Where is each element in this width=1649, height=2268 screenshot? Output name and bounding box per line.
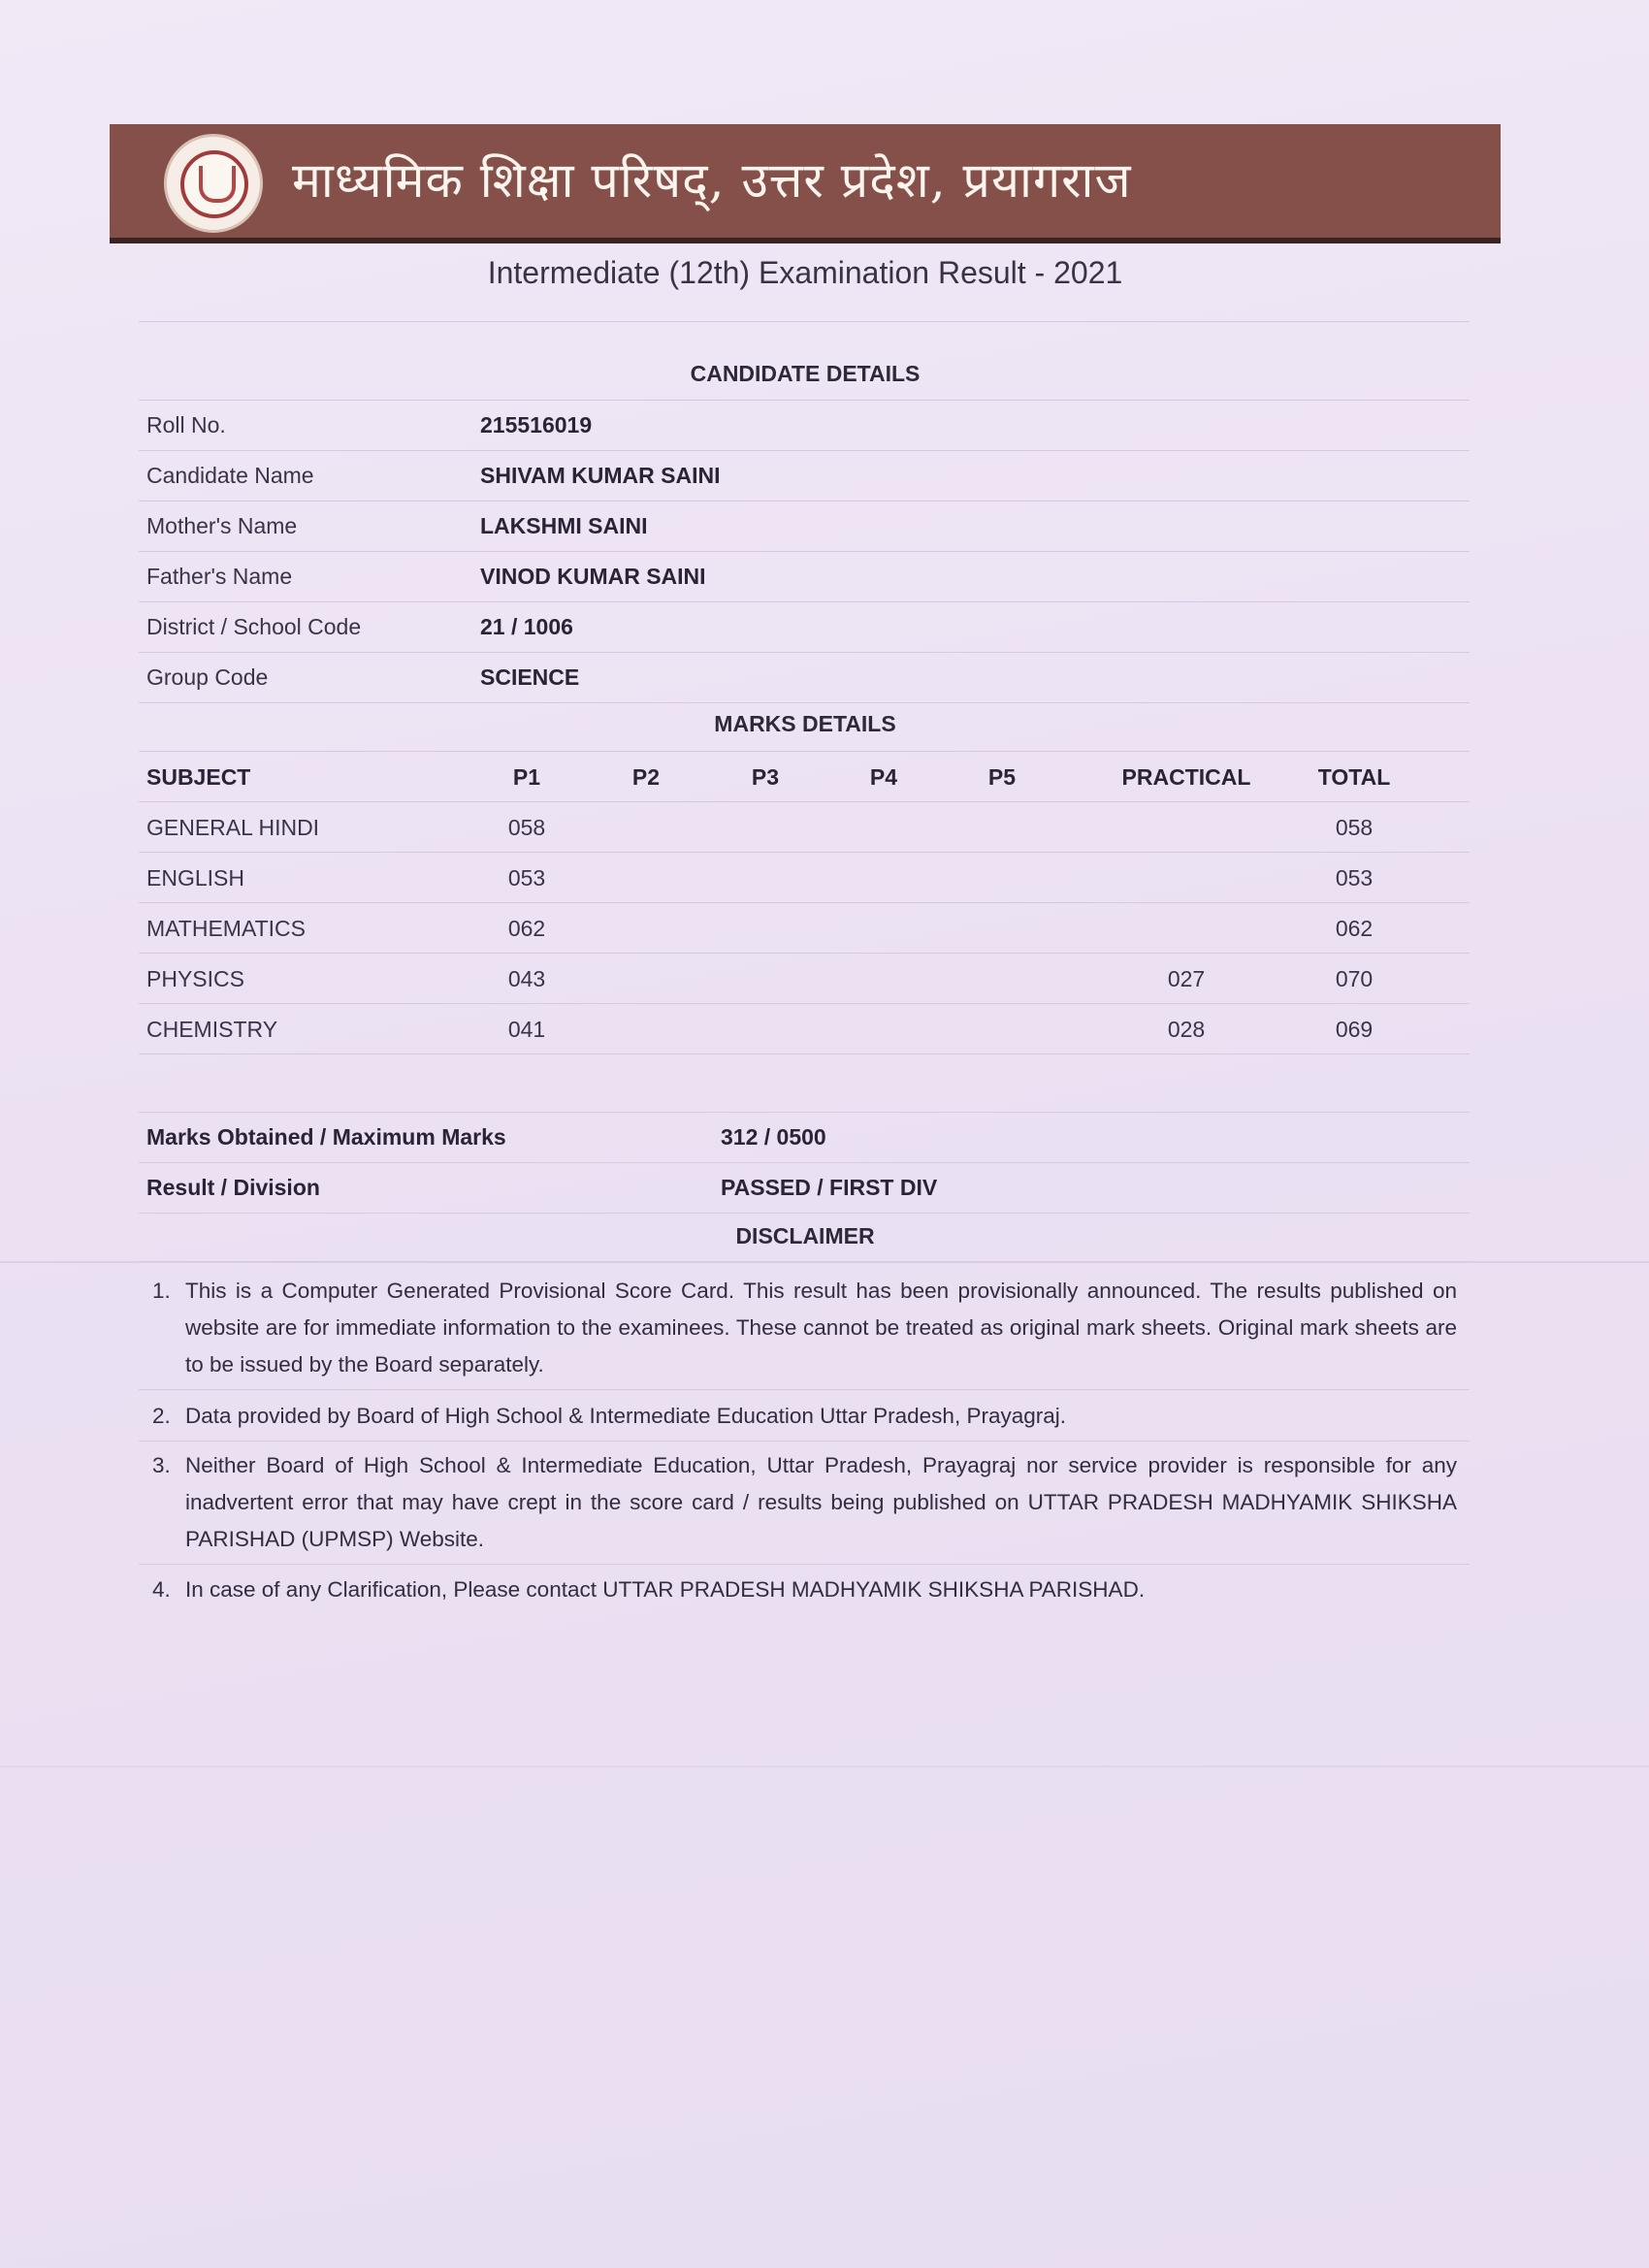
table-row (139, 1004, 1470, 1053)
field-label: Candidate Name (146, 463, 314, 488)
disclaimer-number: 3. (152, 1453, 171, 1477)
candidate-row-mother (139, 502, 1470, 551)
marks-header-row (139, 752, 1470, 801)
candidate-details-heading: CANDIDATE DETAILS (690, 361, 921, 386)
total-cell: 058 (1335, 815, 1374, 840)
result-division-row (139, 1163, 1470, 1213)
table-row (139, 853, 1470, 902)
divider (139, 1441, 1470, 1442)
up-board-emblem-icon (164, 134, 263, 233)
exam-title: Intermediate (12th) Examination Result - 2021 (487, 255, 1123, 290)
col-header-p3: P3 (751, 764, 780, 790)
result-value: PASSED / FIRST DIV (721, 1175, 938, 1200)
divider (139, 1389, 1470, 1390)
total-cell: 070 (1335, 966, 1374, 991)
disclaimer-text: This is a Computer Generated Provisional Score Card. This result has been provisionally announced. The results published on website are for immediate information to the examinees. These cannot be treated as original mark sheets. Original mark sheets are to be issued by the Board separately. (185, 1279, 1457, 1377)
p1-cell: 043 (507, 966, 546, 991)
disclaimer-text: Data provided by Board of High School & Intermediate Education Uttar Pradesh, Prayagraj. (185, 1404, 1066, 1428)
col-header-total: TOTAL (1317, 764, 1391, 790)
field-value: VINOD KUMAR SAINI (480, 564, 706, 589)
divider (139, 1053, 1470, 1054)
subject-cell: GENERAL HINDI (146, 815, 320, 840)
table-row (139, 802, 1470, 852)
col-header-practical: PRACTICAL (1121, 764, 1251, 790)
field-label: Roll No. (146, 412, 226, 437)
disclaimer-number: 1. (152, 1279, 171, 1303)
candidate-row-father (139, 552, 1470, 601)
field-label: Father's Name (146, 564, 293, 589)
field-label: Mother's Name (146, 513, 298, 538)
divider (139, 321, 1470, 322)
total-cell: 069 (1335, 1017, 1374, 1042)
field-value: SHIVAM KUMAR SAINI (480, 463, 721, 488)
disclaimer-number: 4. (152, 1577, 171, 1602)
candidate-row-name (139, 451, 1470, 501)
disclaimer-item (152, 1273, 1457, 1383)
practical-cell: 027 (1167, 966, 1206, 991)
subject-cell: ENGLISH (146, 865, 244, 891)
total-cell: 062 (1335, 916, 1374, 941)
candidate-row-district-school (139, 602, 1470, 652)
col-header-p1: P1 (512, 764, 541, 790)
col-header-p2: P2 (631, 764, 661, 790)
paper-fold-line (0, 1766, 1649, 1767)
field-value: LAKSHMI SAINI (480, 513, 648, 538)
result-label: Result / Division (146, 1175, 320, 1200)
p1-cell: 062 (507, 916, 546, 941)
disclaimer-item (152, 1571, 1457, 1608)
field-value: SCIENCE (480, 664, 580, 690)
disclaimer-text: In case of any Clarification, Please contact UTTAR PRADESH MADHYAMIK SHIKSHA PARISHAD. (185, 1577, 1146, 1602)
divider (139, 1261, 1470, 1262)
practical-cell: 028 (1167, 1017, 1206, 1042)
marks-obtained-value: 312 / 0500 (721, 1124, 826, 1150)
subject-cell: CHEMISTRY (146, 1017, 278, 1042)
total-cell: 053 (1335, 865, 1374, 891)
disclaimer-number: 2. (152, 1404, 171, 1428)
marks-obtained-row (139, 1113, 1470, 1162)
emblem-inner-ring (180, 150, 248, 218)
divider (139, 1564, 1470, 1565)
p1-cell: 053 (507, 865, 546, 891)
divider (139, 702, 1470, 703)
disclaimer-heading: DISCLAIMER (735, 1223, 875, 1248)
board-title-hindi: माध्यमिक शिक्षा परिषद्, उत्तर प्रदेश, प्रयागराज (292, 152, 1132, 209)
marks-details-heading: MARKS DETAILS (714, 711, 896, 736)
candidate-row-group (139, 653, 1470, 702)
col-header-subject: SUBJECT (146, 764, 251, 790)
col-header-p4: P4 (869, 764, 898, 790)
field-label: Group Code (146, 664, 269, 690)
col-header-p5: P5 (987, 764, 1017, 790)
field-value: 21 / 1006 (480, 614, 573, 639)
table-row (139, 954, 1470, 1003)
p1-cell: 058 (507, 815, 546, 840)
disclaimer-item (152, 1447, 1457, 1558)
field-value: 215516019 (480, 412, 593, 437)
disclaimer-item (152, 1398, 1457, 1435)
board-header-banner (110, 124, 1501, 243)
marks-obtained-label: Marks Obtained / Maximum Marks (146, 1124, 506, 1150)
disclaimer-text: Neither Board of High School & Intermediate Education, Uttar Pradesh, Prayagraj nor service provider is responsible for any inadvertent error that may have crept in the score card / results being published on UTTAR PRADESH MADHYAMIK SHIKSHA PARISHAD (UPMSP) Website. (185, 1453, 1457, 1551)
divider (139, 1213, 1470, 1214)
p1-cell: 041 (507, 1017, 546, 1042)
table-row (139, 903, 1470, 953)
subject-cell: PHYSICS (146, 966, 244, 991)
field-label: District / School Code (146, 614, 362, 639)
candidate-row-roll-no (139, 401, 1470, 450)
subject-cell: MATHEMATICS (146, 916, 306, 941)
